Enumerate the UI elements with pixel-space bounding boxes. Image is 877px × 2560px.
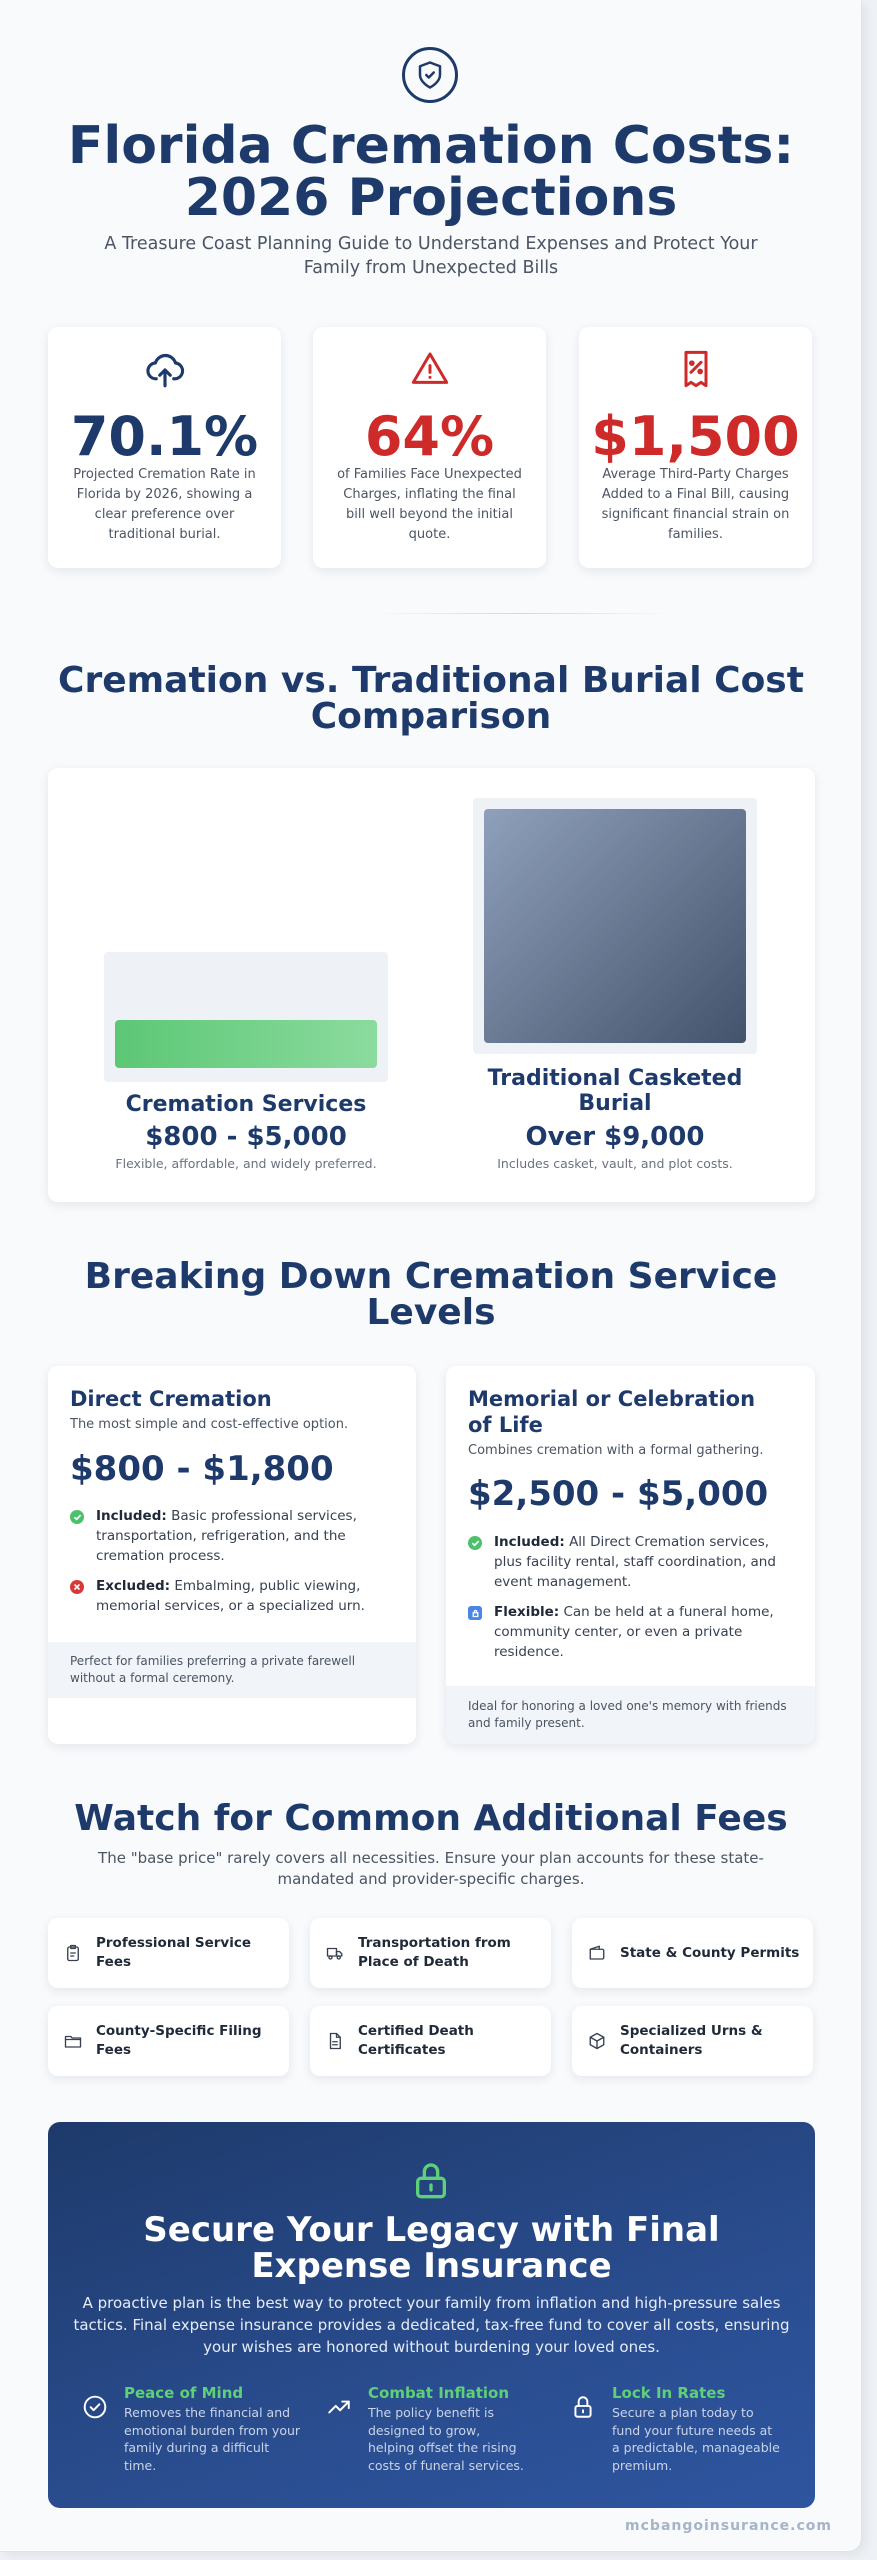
- receipt-percent-icon: [579, 349, 812, 393]
- site-watermark: mcbangoinsurance.com: [625, 2518, 832, 2534]
- tier-price: $800 - $1,800: [70, 1449, 334, 1489]
- fee-card-transportation: [310, 1918, 551, 1988]
- tier-included-item: Included: All Direct Cremation services, plus facility rental, staff coordination, and event management.: [494, 1534, 776, 1590]
- cta-panel: [48, 2122, 815, 2508]
- fee-card-death-certificates: [310, 2006, 551, 2076]
- fee-card-professional-service: [48, 1918, 289, 1988]
- tiers-heading: Breaking Down Cremation Service Levels: [84, 1256, 778, 1333]
- fees-heading: Watch for Common Additional Fees: [74, 1798, 788, 1839]
- stat-description: Projected Cremation Rate in Florida by 2026, showing a clear preference over traditional burial.: [73, 467, 256, 542]
- stat-value: 64%: [364, 405, 495, 468]
- tier-title: Direct Cremation: [70, 1387, 272, 1411]
- check-circle-icon: [82, 2394, 108, 2420]
- fee-card-urns: [572, 2006, 813, 2076]
- trending-up-icon: [326, 2394, 352, 2420]
- cta-title: Secure Your Legacy with Final Expense Insurance: [143, 2210, 720, 2286]
- fee-label: Transportation from Place of Death: [358, 1935, 511, 1970]
- clipboard-icon: [64, 1944, 82, 1962]
- section-divider: [373, 613, 670, 614]
- fee-card-county-filing: [48, 2006, 289, 2076]
- comparison-heading: Cremation vs. Traditional Burial Cost Comparison: [58, 660, 804, 737]
- fee-card-permits: [572, 1918, 813, 1988]
- tier-card-memorial: [446, 1366, 815, 1744]
- stat-description: Average Third-Party Charges Added to a Final Bill, causing significant financial strain on families.: [601, 467, 790, 542]
- cta-body: A proactive plan is the best way to protect your family from inflation and high-pressure sales tactics. Final expense insurance provides a dedicated, tax-free fund to cover all costs, ensuring your wishes are honored without burdening your loved ones.: [73, 2294, 790, 2356]
- stat-card-cremation-rate: [48, 327, 281, 568]
- tier-card-direct-cremation: [48, 1366, 416, 1744]
- shield-check-icon: [402, 47, 458, 103]
- cloud-upload-icon: [48, 349, 281, 393]
- fee-label: Professional Service Fees: [96, 1935, 251, 1970]
- stat-value: 70.1%: [70, 405, 259, 468]
- check-icon: [468, 1536, 482, 1550]
- lock-icon: [570, 2394, 596, 2420]
- tier-included-item: Included: Basic professional services, transportation, refrigeration, and the cremation process.: [96, 1508, 357, 1564]
- stat-value: $1,500: [591, 405, 800, 468]
- page-title: Florida Cremation Costs: 2026 Projections: [67, 116, 795, 228]
- benefit-title: Lock In Rates: [612, 2384, 726, 2402]
- fees-subtitle: The "base price" rarely covers all necessities. Ensure your plan accounts for these state- mandated and provider-specific charges.: [98, 1849, 764, 1888]
- benefit-lock-in-rates: [570, 2384, 800, 2484]
- fee-label: Specialized Urns & Containers: [620, 2023, 763, 2058]
- page-subtitle: A Treasure Coast Planning Guide to Understand Expenses and Protect Your Family from Unexpected Bills: [104, 234, 758, 278]
- benefit-title: Combat Inflation: [368, 2384, 509, 2402]
- document-icon: [326, 2032, 344, 2050]
- package-icon: [588, 2032, 606, 2050]
- cremation-note: Flexible, affordable, and widely preferred.: [115, 1156, 377, 1171]
- tier-footer-note: Perfect for families preferring a private farewell without a formal ceremony.: [48, 1642, 416, 1698]
- tier-excluded-item: Excluded: Embalming, public viewing, memorial services, or a specialized urn.: [96, 1578, 365, 1614]
- benefit-peace-of-mind: [82, 2384, 312, 2484]
- cremation-bar-track: [104, 952, 388, 1082]
- benefit-title: Peace of Mind: [124, 2384, 244, 2402]
- fee-label: Certified Death Certificates: [358, 2023, 474, 2058]
- wallet-icon: [588, 1944, 606, 1962]
- cost-comparison-card: [48, 768, 815, 1202]
- tier-flexible-item: Flexible: Can be held at a funeral home, community center, or even a private residence.: [494, 1604, 774, 1660]
- burial-bar-track: [473, 798, 757, 1054]
- stat-card-unexpected-charges: [313, 327, 546, 568]
- fee-label: State & County Permits: [620, 1944, 800, 1961]
- burial-price: Over $9,000: [525, 1122, 705, 1152]
- burial-note: Includes casket, vault, and plot costs.: [497, 1156, 733, 1171]
- truck-icon: [326, 1944, 344, 1962]
- tier-description: Combines cremation with a formal gathering.: [468, 1443, 764, 1458]
- stat-card-third-party-charges: [579, 327, 812, 568]
- x-icon: [70, 1580, 84, 1594]
- benefit-combat-inflation: [326, 2384, 556, 2484]
- fee-label: County-Specific Filing Fees: [96, 2023, 262, 2058]
- benefit-text: Secure a plan today to fund your future needs at a predictable, manageable premium.: [612, 2405, 780, 2473]
- tier-footer-note: Ideal for honoring a loved one's memory with friends and family present.: [446, 1686, 815, 1744]
- burial-cost-bar: [484, 809, 746, 1043]
- cremation-price: $800 - $5,000: [145, 1122, 347, 1152]
- burial-title: Traditional Casketed Burial: [487, 1066, 743, 1116]
- warning-triangle-icon: [313, 349, 546, 393]
- tier-price: $2,500 - $5,000: [468, 1474, 769, 1514]
- benefit-text: The policy benefit is designed to grow, helping offset the rising costs of funeral services.: [368, 2405, 524, 2473]
- lock-icon: [411, 2160, 451, 2200]
- tier-title: Memorial or Celebration of Life: [468, 1387, 756, 1437]
- tier-description: The most simple and cost-effective option.: [70, 1417, 349, 1432]
- cremation-title: Cremation Services: [125, 1092, 367, 1117]
- flexible-icon: [468, 1606, 482, 1620]
- check-icon: [70, 1510, 84, 1524]
- benefit-text: Removes the financial and emotional burden from your family during a difficult time.: [124, 2405, 301, 2473]
- cremation-cost-bar: [115, 1020, 377, 1068]
- stat-description: of Families Face Unexpected Charges, inflating the final bill well beyond the initial quote.: [337, 467, 522, 542]
- folder-icon: [64, 2032, 82, 2050]
